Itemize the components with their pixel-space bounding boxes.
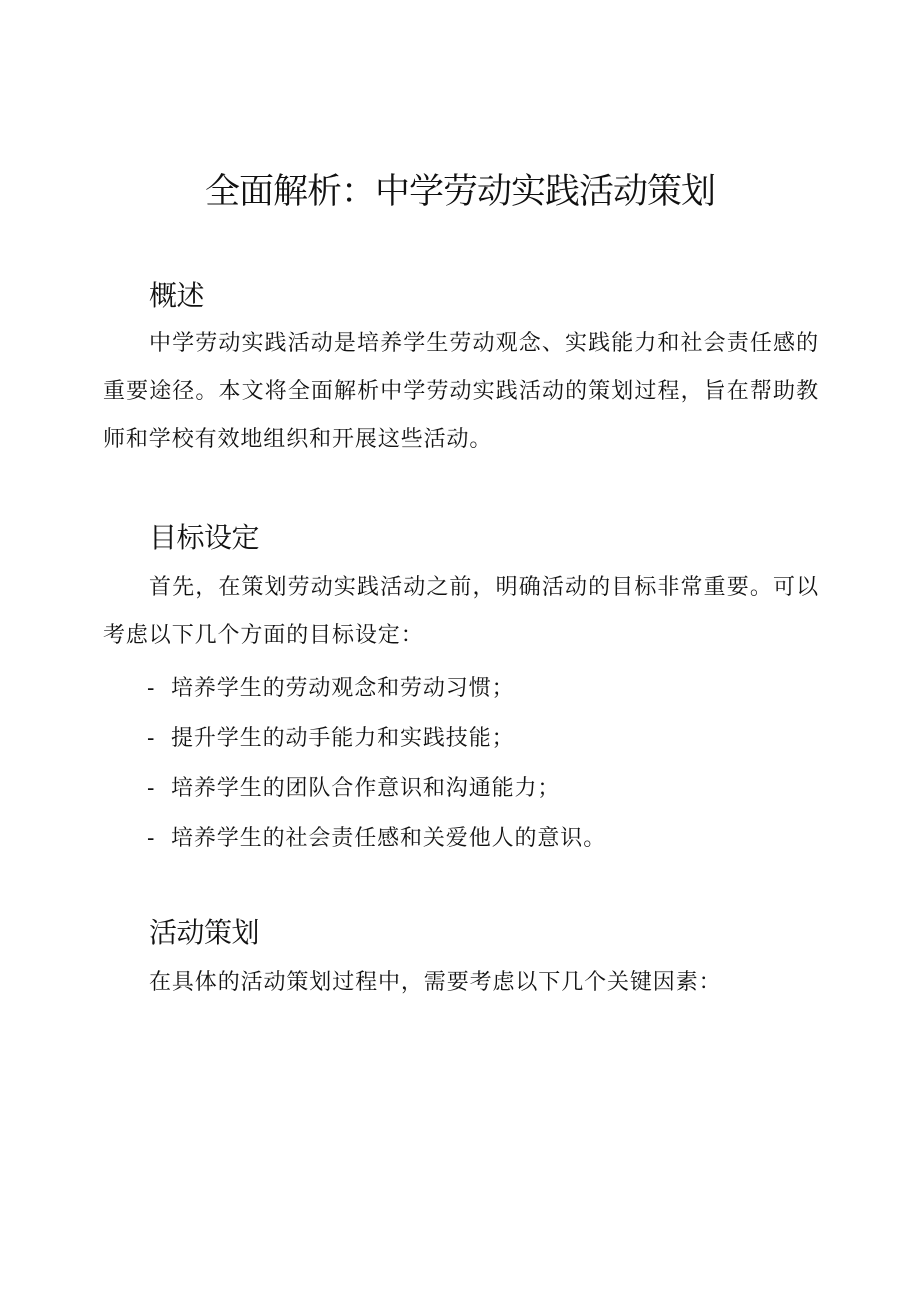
goals-list bbox=[147, 664, 606, 864]
list-item-text: 培养学生的劳动观念和劳动习惯； bbox=[171, 676, 515, 701]
section-paragraph-overview: 中学劳动实践活动是培养学生劳动观念、实践能力和社会责任感的重要途径。本文将全面解析中学劳动实践活动的策划过程，旨在帮助教师和学校有效地组织和开展这些活动。 bbox=[103, 331, 819, 452]
list-marker: - bbox=[147, 726, 156, 751]
section-heading-overview: 概述 bbox=[149, 279, 205, 312]
section-paragraph-planning: 在具体的活动策划过程中，需要考虑以下几个关键因素： bbox=[149, 970, 722, 995]
list-item-text: 培养学生的社会责任感和关爱他人的意识。 bbox=[171, 826, 607, 851]
section-heading-goals: 目标设定 bbox=[149, 521, 260, 554]
list-item-text: 培养学生的团队合作意识和沟通能力； bbox=[171, 776, 561, 801]
list-item-text: 提升学生的动手能力和实践技能； bbox=[171, 726, 515, 751]
list-item bbox=[147, 814, 606, 864]
list-item bbox=[147, 664, 606, 714]
list-marker: - bbox=[147, 676, 156, 701]
list-item bbox=[147, 714, 606, 764]
section-paragraph-goals: 首先，在策划劳动实践活动之前，明确活动的目标非常重要。可以考虑以下几个方面的目标设定： bbox=[103, 575, 819, 648]
list-marker: - bbox=[147, 826, 156, 851]
list-marker: - bbox=[147, 776, 156, 801]
document-title: 全面解析：中学劳动实践活动策划 bbox=[204, 172, 715, 212]
section-heading-planning: 活动策划 bbox=[149, 916, 260, 949]
list-item bbox=[147, 764, 606, 814]
